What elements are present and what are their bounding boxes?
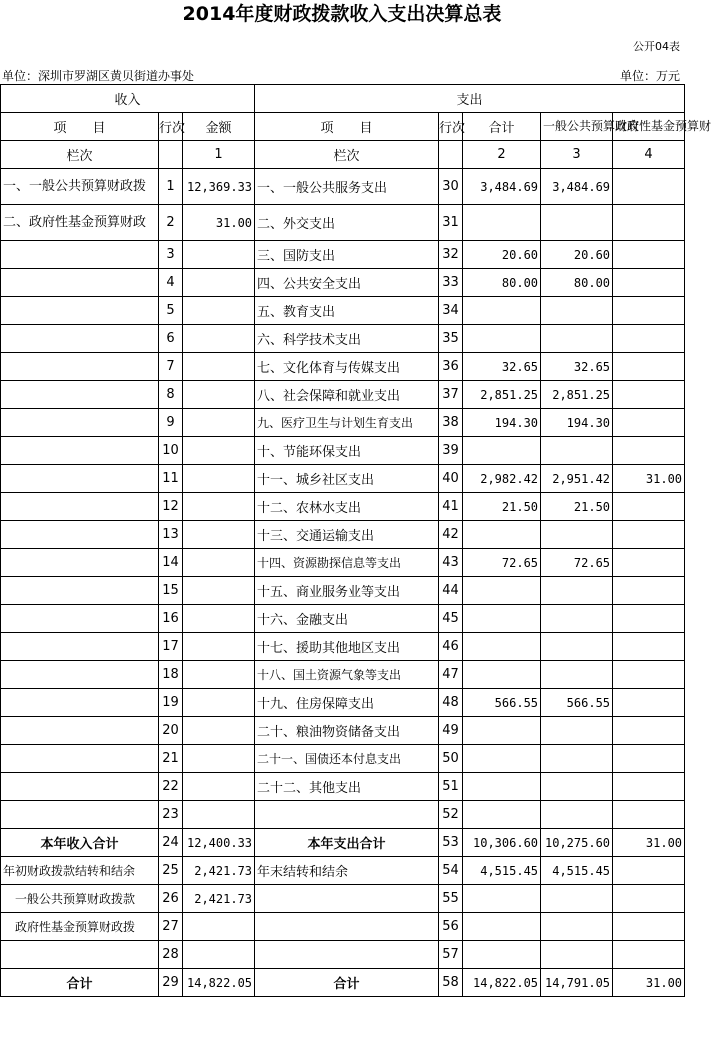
table-row <box>1 577 685 605</box>
expense-item: 九、医疗卫生与计划生育支出 <box>255 409 439 437</box>
fund-budget-amount: 31.00 <box>613 969 685 997</box>
general-budget-amount: 21.50 <box>541 493 613 521</box>
income-amount-header: 金额 <box>183 113 255 141</box>
income-line-number: 21 <box>159 745 183 773</box>
currency-unit: 单位：万元 <box>619 69 680 83</box>
expense-line-number: 34 <box>439 297 463 325</box>
table-row <box>1 661 685 689</box>
expense-total <box>463 521 541 549</box>
income-section-header: 收入 <box>1 85 255 113</box>
expense-line-number: 43 <box>439 549 463 577</box>
expense-item: 十、节能环保支出 <box>255 437 439 465</box>
income-amount <box>183 437 255 465</box>
expense-item: 本年支出合计 <box>255 829 439 857</box>
expense-total <box>463 205 541 241</box>
income-line-number: 10 <box>159 437 183 465</box>
income-amount <box>183 241 255 269</box>
income-item <box>1 465 159 493</box>
income-item <box>1 661 159 689</box>
income-amount <box>183 465 255 493</box>
general-budget-amount: 32.65 <box>541 353 613 381</box>
table-row <box>1 689 685 717</box>
expense-item: 三、国防支出 <box>255 241 439 269</box>
general-budget-header: 一般公共预算财政 <box>541 113 613 141</box>
income-line-number: 25 <box>159 857 183 885</box>
fund-budget-amount <box>613 437 685 465</box>
column-number-2: 2 <box>463 141 541 169</box>
expense-total <box>463 801 541 829</box>
expense-item: 十九、住房保障支出 <box>255 689 439 717</box>
expense-total <box>463 913 541 941</box>
income-amount <box>183 577 255 605</box>
income-amount: 31.00 <box>183 205 255 241</box>
fund-budget-amount <box>613 633 685 661</box>
general-budget-amount <box>541 205 613 241</box>
general-budget-amount <box>541 773 613 801</box>
expense-total: 32.65 <box>463 353 541 381</box>
table-row <box>1 605 685 633</box>
general-budget-amount <box>541 941 613 969</box>
fund-budget-amount <box>613 205 685 241</box>
expense-line-number: 47 <box>439 661 463 689</box>
reporting-unit: 单位：深圳市罗湖区黄贝街道办事处 <box>2 69 195 83</box>
income-amount <box>183 801 255 829</box>
income-item <box>1 437 159 465</box>
table-row <box>1 493 685 521</box>
income-item <box>1 381 159 409</box>
income-amount <box>183 941 255 969</box>
income-line-number: 24 <box>159 829 183 857</box>
expense-total <box>463 437 541 465</box>
table-row <box>1 465 685 493</box>
income-item: 本年收入合计 <box>1 829 159 857</box>
fund-budget-amount <box>613 269 685 297</box>
expense-item: 十三、交通运输支出 <box>255 521 439 549</box>
column-number-1: 1 <box>183 141 255 169</box>
income-line-number: 9 <box>159 409 183 437</box>
income-item: 一般公共预算财政拨款 <box>1 885 159 913</box>
expense-line-number: 56 <box>439 913 463 941</box>
table-row <box>1 801 685 829</box>
income-item <box>1 605 159 633</box>
income-item <box>1 577 159 605</box>
column-number-3: 3 <box>541 141 613 169</box>
fund-budget-amount: 31.00 <box>613 465 685 493</box>
expense-total <box>463 717 541 745</box>
income-line-number: 8 <box>159 381 183 409</box>
income-line-number: 5 <box>159 297 183 325</box>
budget-table <box>0 84 711 997</box>
expense-item: 五、教育支出 <box>255 297 439 325</box>
expense-line-number: 58 <box>439 969 463 997</box>
expense-total: 194.30 <box>463 409 541 437</box>
income-amount <box>183 381 255 409</box>
income-line-number: 28 <box>159 941 183 969</box>
expense-line-number: 30 <box>439 169 463 205</box>
table-row <box>1 297 685 325</box>
expense-item: 一、一般公共服务支出 <box>255 169 439 205</box>
fund-budget-amount <box>613 745 685 773</box>
form-code: 公开04表 <box>633 40 680 53</box>
income-line-number: 16 <box>159 605 183 633</box>
expense-line-number: 31 <box>439 205 463 241</box>
expense-total: 72.65 <box>463 549 541 577</box>
table-row <box>1 633 685 661</box>
expense-total: 2,982.42 <box>463 465 541 493</box>
income-line-number: 15 <box>159 577 183 605</box>
expense-item: 十四、资源勘探信息等支出 <box>255 549 439 577</box>
income-amount: 14,822.05 <box>183 969 255 997</box>
fund-budget-amount <box>613 169 685 205</box>
table-row <box>1 437 685 465</box>
income-amount: 12,369.33 <box>183 169 255 205</box>
fund-budget-amount <box>613 717 685 745</box>
income-item <box>1 325 159 353</box>
general-budget-amount: 72.65 <box>541 549 613 577</box>
general-budget-amount: 80.00 <box>541 269 613 297</box>
income-line-number: 20 <box>159 717 183 745</box>
general-budget-amount: 3,484.69 <box>541 169 613 205</box>
income-item <box>1 521 159 549</box>
general-budget-amount <box>541 913 613 941</box>
expense-item: 合计 <box>255 969 439 997</box>
income-line-number: 3 <box>159 241 183 269</box>
general-budget-amount <box>541 745 613 773</box>
expense-line-number: 38 <box>439 409 463 437</box>
expense-item <box>255 885 439 913</box>
income-item <box>1 689 159 717</box>
table-row <box>1 521 685 549</box>
fund-budget-amount <box>613 913 685 941</box>
general-budget-amount <box>541 577 613 605</box>
fund-budget-amount <box>613 521 685 549</box>
income-item <box>1 241 159 269</box>
income-amount <box>183 269 255 297</box>
fund-budget-amount <box>613 549 685 577</box>
fund-budget-amount <box>613 773 685 801</box>
expense-line-number: 45 <box>439 605 463 633</box>
income-amount: 2,421.73 <box>183 857 255 885</box>
expense-item: 二十二、其他支出 <box>255 773 439 801</box>
expense-total <box>463 605 541 633</box>
expense-line-number: 52 <box>439 801 463 829</box>
income-item <box>1 745 159 773</box>
general-budget-amount: 4,515.45 <box>541 857 613 885</box>
fund-budget-amount <box>613 353 685 381</box>
expense-item: 四、公共安全支出 <box>255 269 439 297</box>
income-amount <box>183 549 255 577</box>
table-row <box>1 269 685 297</box>
column-number-4: 4 <box>613 141 685 169</box>
expense-total: 20.60 <box>463 241 541 269</box>
income-line-number: 11 <box>159 465 183 493</box>
income-item: 合计 <box>1 969 159 997</box>
income-item-header: 项 目 <box>1 113 159 141</box>
income-amount: 2,421.73 <box>183 885 255 913</box>
general-budget-amount: 566.55 <box>541 689 613 717</box>
fund-budget-amount <box>613 857 685 885</box>
expense-item: 二、外交支出 <box>255 205 439 241</box>
expense-total: 4,515.45 <box>463 857 541 885</box>
expense-item <box>255 913 439 941</box>
income-item <box>1 297 159 325</box>
table-row <box>1 169 685 205</box>
fund-budget-amount <box>613 493 685 521</box>
income-amount <box>183 717 255 745</box>
expense-total <box>463 941 541 969</box>
table-row <box>1 325 685 353</box>
column-label-2: 栏次 <box>255 141 439 169</box>
general-budget-amount: 10,275.60 <box>541 829 613 857</box>
income-line-number: 17 <box>159 633 183 661</box>
fund-budget-amount <box>613 409 685 437</box>
income-line-number: 12 <box>159 493 183 521</box>
income-line-number: 1 <box>159 169 183 205</box>
general-budget-amount <box>541 633 613 661</box>
income-item <box>1 801 159 829</box>
income-line-number: 23 <box>159 801 183 829</box>
income-line-number: 2 <box>159 205 183 241</box>
expense-total: 10,306.60 <box>463 829 541 857</box>
income-line-number: 19 <box>159 689 183 717</box>
expense-item: 二十、粮油物资储备支出 <box>255 717 439 745</box>
income-amount <box>183 409 255 437</box>
expense-line-number: 32 <box>439 241 463 269</box>
expense-line-number: 54 <box>439 857 463 885</box>
expense-item: 年末结转和结余 <box>255 857 439 885</box>
fund-budget-amount <box>613 801 685 829</box>
summary-row <box>1 885 685 913</box>
fund-budget-amount <box>613 577 685 605</box>
expense-line-number: 36 <box>439 353 463 381</box>
income-line-header: 行次 <box>159 113 183 141</box>
expense-item: 十一、城乡社区支出 <box>255 465 439 493</box>
expense-line-number: 50 <box>439 745 463 773</box>
income-line-number: 27 <box>159 913 183 941</box>
expense-line-number: 57 <box>439 941 463 969</box>
expense-total <box>463 885 541 913</box>
expense-total <box>463 773 541 801</box>
general-budget-amount: 194.30 <box>541 409 613 437</box>
income-amount <box>183 689 255 717</box>
fund-budget-amount <box>613 689 685 717</box>
expense-line-number: 39 <box>439 437 463 465</box>
general-budget-amount: 20.60 <box>541 241 613 269</box>
fund-budget-amount <box>613 381 685 409</box>
table-row <box>1 549 685 577</box>
income-item: 政府性基金预算财政拨 <box>1 913 159 941</box>
page-title: 2014年度财政拨款收入支出决算总表 <box>182 3 502 25</box>
expense-total: 21.50 <box>463 493 541 521</box>
income-line-number: 18 <box>159 661 183 689</box>
expense-section-header: 支出 <box>255 85 685 113</box>
fund-budget-amount <box>613 605 685 633</box>
expense-total: 14,822.05 <box>463 969 541 997</box>
expense-total <box>463 325 541 353</box>
general-budget-amount <box>541 521 613 549</box>
summary-row <box>1 969 685 997</box>
income-item: 年初财政拨款结转和结余 <box>1 857 159 885</box>
fund-budget-header: 政府性基金预算财 <box>613 113 685 141</box>
income-item <box>1 717 159 745</box>
income-amount <box>183 773 255 801</box>
expense-line-number: 48 <box>439 689 463 717</box>
summary-row <box>1 829 685 857</box>
general-budget-amount <box>541 605 613 633</box>
table-body <box>1 85 711 997</box>
expense-line-number: 55 <box>439 885 463 913</box>
header-row-columns <box>1 113 685 141</box>
income-amount <box>183 913 255 941</box>
general-budget-amount <box>541 437 613 465</box>
expense-line-number: 51 <box>439 773 463 801</box>
income-line-number: 4 <box>159 269 183 297</box>
expense-line-number: 49 <box>439 717 463 745</box>
income-item <box>1 633 159 661</box>
income-line-number: 7 <box>159 353 183 381</box>
general-budget-amount <box>541 325 613 353</box>
summary-row <box>1 857 685 885</box>
table-row <box>1 717 685 745</box>
expense-line-number: 40 <box>439 465 463 493</box>
expense-total <box>463 633 541 661</box>
expense-item: 七、文化体育与传媒支出 <box>255 353 439 381</box>
table-row <box>1 381 685 409</box>
expense-line-number: 33 <box>439 269 463 297</box>
expense-total: 2,851.25 <box>463 381 541 409</box>
income-item <box>1 493 159 521</box>
table-row <box>1 745 685 773</box>
income-item <box>1 409 159 437</box>
expense-item: 十六、金融支出 <box>255 605 439 633</box>
expense-item <box>255 801 439 829</box>
income-amount <box>183 493 255 521</box>
expense-total <box>463 661 541 689</box>
expense-item: 十八、国土资源气象等支出 <box>255 661 439 689</box>
empty-cell <box>159 141 183 169</box>
income-amount <box>183 745 255 773</box>
header-row-column-numbers <box>1 141 685 169</box>
income-amount <box>183 521 255 549</box>
income-amount <box>183 325 255 353</box>
expense-item: 十五、商业服务业等支出 <box>255 577 439 605</box>
income-amount <box>183 297 255 325</box>
income-line-number: 13 <box>159 521 183 549</box>
income-item <box>1 353 159 381</box>
expense-line-number: 44 <box>439 577 463 605</box>
table-row <box>1 241 685 269</box>
expense-item: 十七、援助其他地区支出 <box>255 633 439 661</box>
expense-item-header: 项 目 <box>255 113 439 141</box>
expense-line-number: 46 <box>439 633 463 661</box>
fund-budget-amount: 31.00 <box>613 829 685 857</box>
expense-line-number: 37 <box>439 381 463 409</box>
fund-budget-amount <box>613 885 685 913</box>
general-budget-amount <box>541 297 613 325</box>
expense-total <box>463 577 541 605</box>
income-amount <box>183 353 255 381</box>
income-line-number: 14 <box>159 549 183 577</box>
general-budget-amount <box>541 717 613 745</box>
expense-item: 二十一、国债还本付息支出 <box>255 745 439 773</box>
fund-budget-amount <box>613 941 685 969</box>
column-label: 栏次 <box>1 141 159 169</box>
expense-total <box>463 297 541 325</box>
header-row-sections <box>1 85 685 113</box>
fund-budget-amount <box>613 241 685 269</box>
expense-total: 566.55 <box>463 689 541 717</box>
general-budget-amount: 2,851.25 <box>541 381 613 409</box>
expense-line-number: 42 <box>439 521 463 549</box>
table-row <box>1 409 685 437</box>
general-budget-amount <box>541 801 613 829</box>
expense-item: 六、科学技术支出 <box>255 325 439 353</box>
general-budget-amount <box>541 661 613 689</box>
expense-total <box>463 745 541 773</box>
expense-line-number: 41 <box>439 493 463 521</box>
income-amount <box>183 605 255 633</box>
empty-cell <box>439 141 463 169</box>
fund-budget-amount <box>613 661 685 689</box>
expense-item: 八、社会保障和就业支出 <box>255 381 439 409</box>
income-line-number: 22 <box>159 773 183 801</box>
general-budget-amount: 14,791.05 <box>541 969 613 997</box>
expense-total-header: 合计 <box>463 113 541 141</box>
income-item <box>1 773 159 801</box>
expense-total: 80.00 <box>463 269 541 297</box>
income-amount <box>183 661 255 689</box>
table-row <box>1 773 685 801</box>
summary-row <box>1 941 685 969</box>
income-line-number: 6 <box>159 325 183 353</box>
income-item <box>1 941 159 969</box>
table-row <box>1 353 685 381</box>
income-line-number: 29 <box>159 969 183 997</box>
expense-total: 3,484.69 <box>463 169 541 205</box>
summary-row <box>1 913 685 941</box>
expense-line-number: 53 <box>439 829 463 857</box>
expense-line-number: 35 <box>439 325 463 353</box>
income-amount <box>183 633 255 661</box>
table-row <box>1 205 685 241</box>
general-budget-amount: 2,951.42 <box>541 465 613 493</box>
expense-item: 十二、农林水支出 <box>255 493 439 521</box>
income-amount: 12,400.33 <box>183 829 255 857</box>
fund-budget-amount <box>613 325 685 353</box>
income-item <box>1 549 159 577</box>
general-budget-amount <box>541 885 613 913</box>
expense-item <box>255 941 439 969</box>
income-item <box>1 269 159 297</box>
income-item: 二、政府性基金预算财政 <box>1 205 159 241</box>
fund-budget-amount <box>613 297 685 325</box>
income-item: 一、一般公共预算财政拨 <box>1 169 159 205</box>
income-line-number: 26 <box>159 885 183 913</box>
expense-line-header: 行次 <box>439 113 463 141</box>
